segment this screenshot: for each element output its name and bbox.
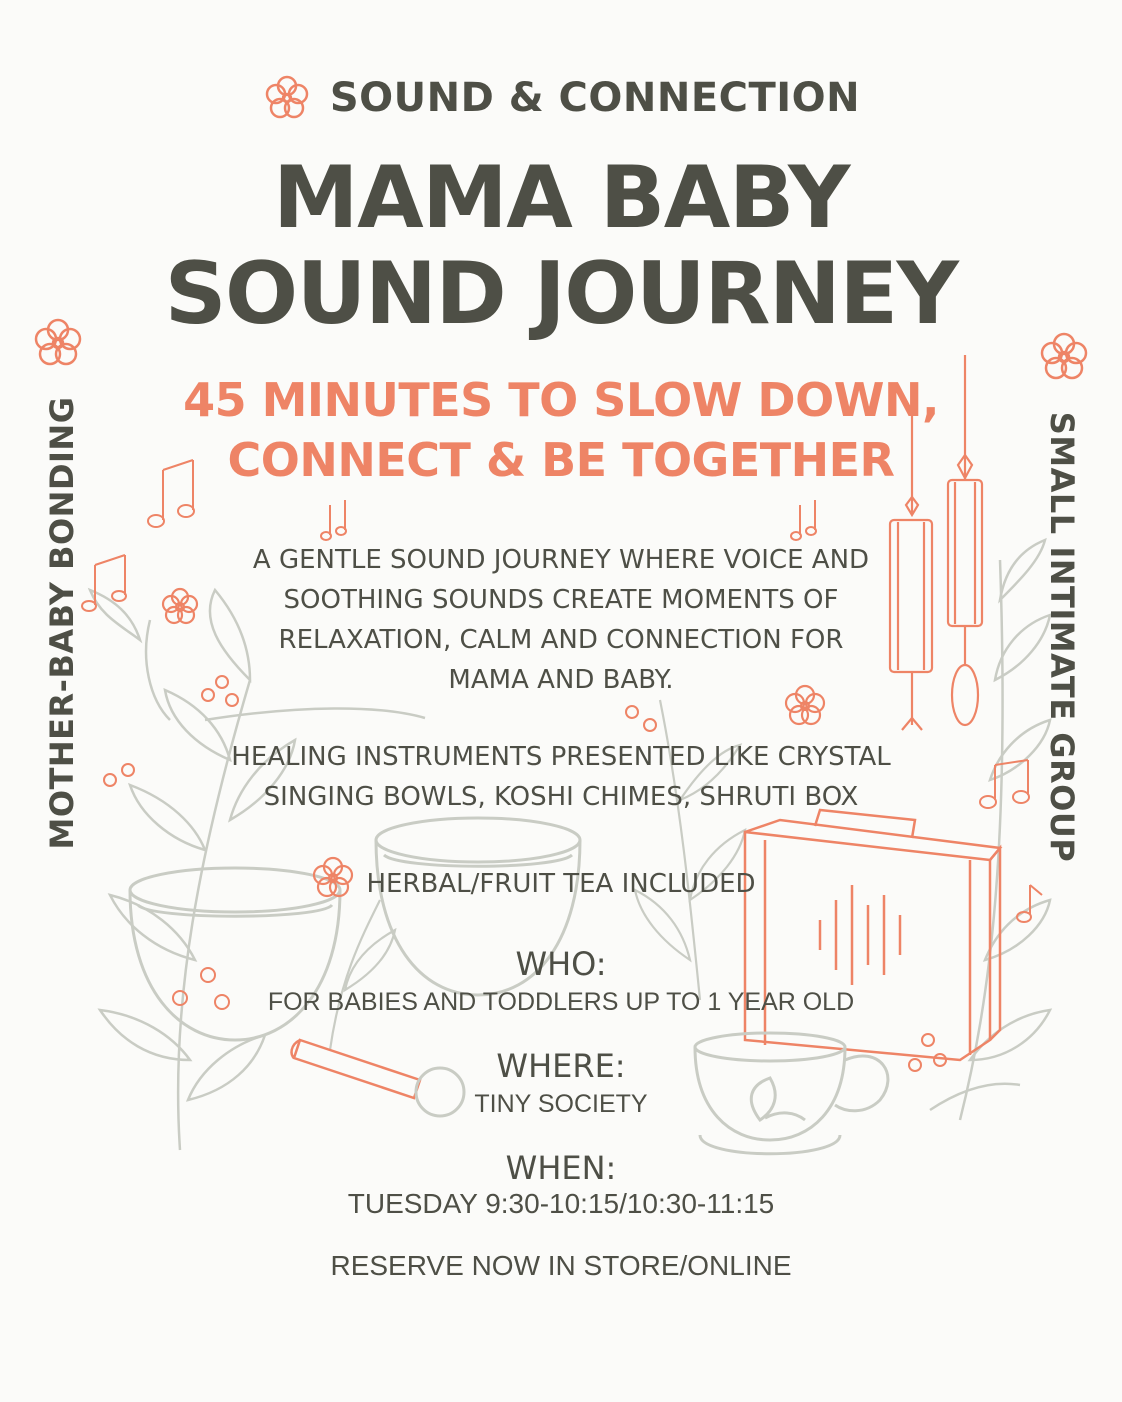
when-value: TUESDAY 9:30-10:15/10:30-11:15 [347,1188,775,1219]
instruments-text [0,737,1122,817]
title-line-1: MAMA BABY [273,148,849,248]
tea-note: HERBAL/FRUIT TEA INCLUDED [366,869,756,899]
subtitle-line-2: CONNECT & BE TOGETHER [227,433,895,487]
reserve-call-to-action: RESERVE NOW IN STORE/ONLINE [330,1250,792,1281]
side-label-right: SMALL INTIMATE GROUP [1043,411,1081,863]
subtitle-line-1: 45 MINUTES TO SLOW DOWN, [183,373,939,427]
instruments-line: SINGING BOWLS, KOSHI CHIMES, SHRUTI BOX [263,782,859,812]
description [0,540,1122,700]
description-line: A GENTLE SOUND JOURNEY WHERE VOICE AND [252,545,870,575]
description-line: RELAXATION, CALM AND CONNECTION FOR [278,625,844,655]
title-line-2: SOUND JOURNEY [164,244,958,344]
page-title [0,150,1122,342]
flower-icon [262,73,312,123]
eyebrow-row [0,70,1122,126]
who-label: WHO: [515,945,607,983]
when-label: WHEN: [505,1149,617,1187]
music-note-icon [321,500,346,540]
where-label: WHERE: [496,1047,626,1085]
instruments-line: HEALING INSTRUMENTS PRESENTED LIKE CRYSTAL [231,742,891,772]
music-note-icon [791,500,816,540]
description-line: SOOTHING SOUNDS CREATE MOMENTS OF [283,585,839,615]
side-label-left: MOTHER-BABY BONDING [43,396,81,850]
eyebrow-text: SOUND & CONNECTION [329,75,861,121]
description-line: MAMA AND BABY. [448,665,674,695]
shruti-box-icon [745,810,1000,1060]
who-value: FOR BABIES AND TODDLERS UP TO 1 YEAR OLD [267,988,855,1016]
subtitle [0,370,1122,490]
where-value: TINY SOCIETY [474,1090,648,1118]
